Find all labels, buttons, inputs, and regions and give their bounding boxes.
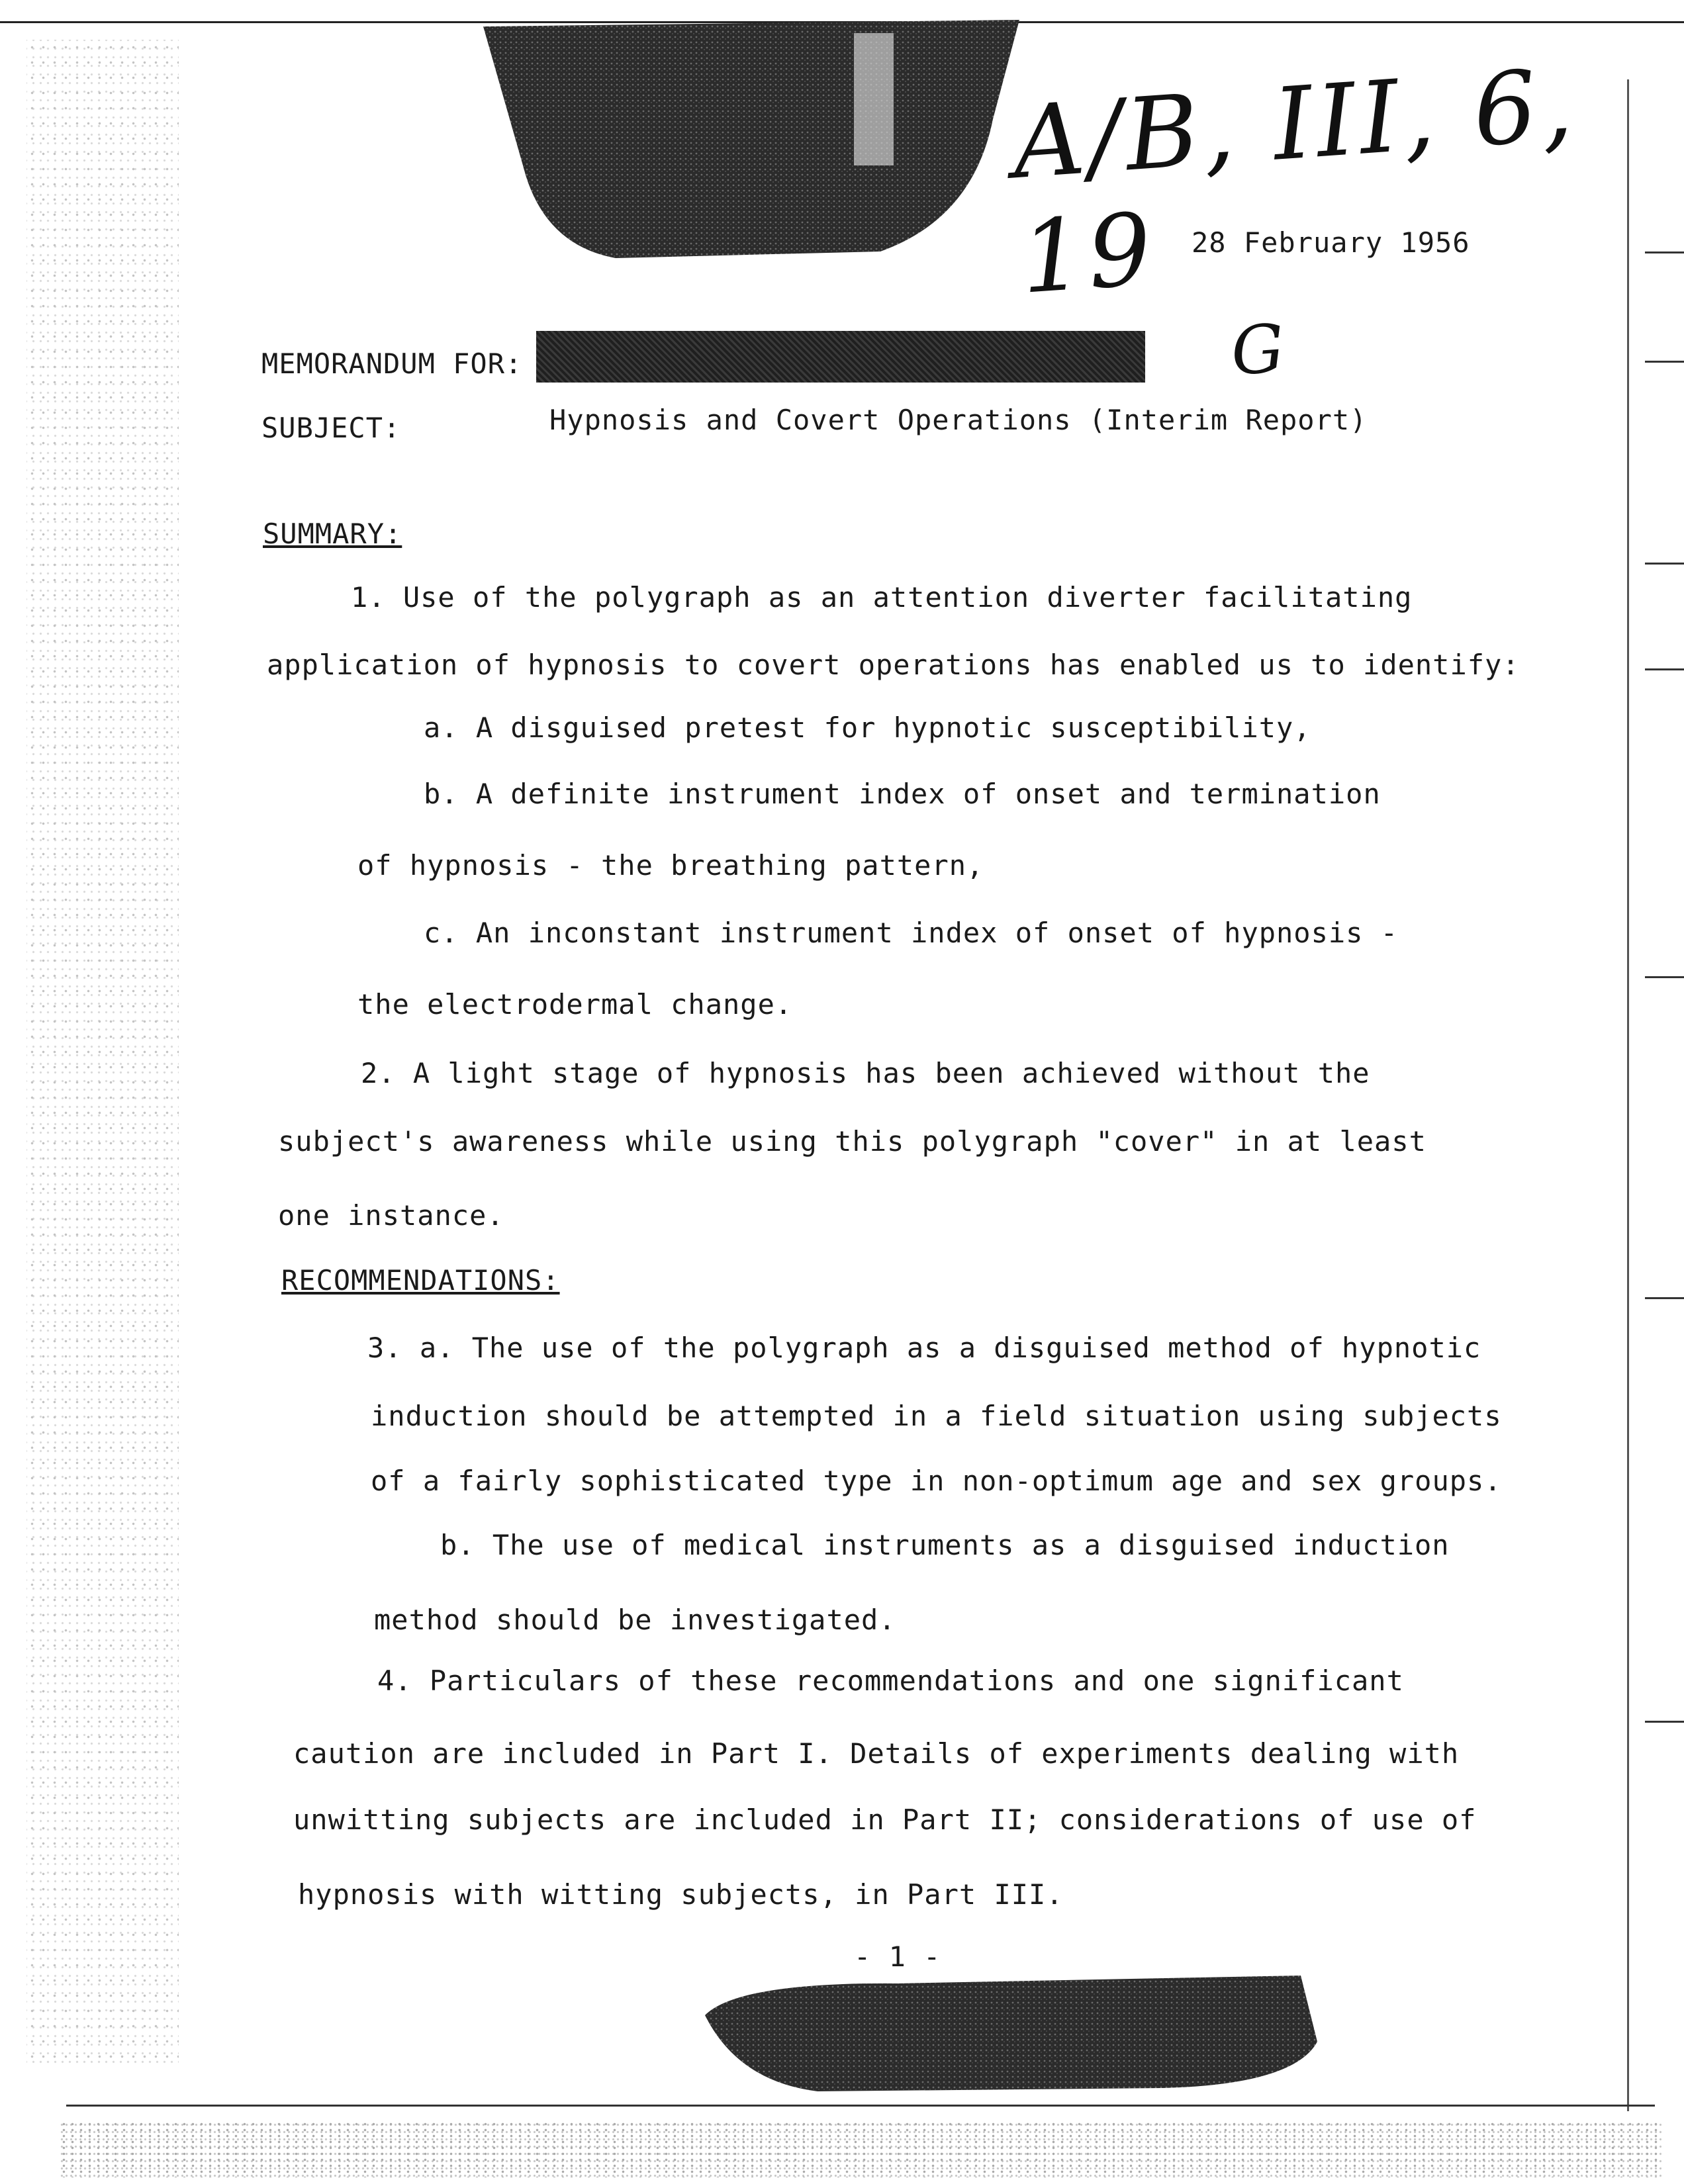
paragraph-line: application of hypnosis to covert operations has enabled us to identify: — [267, 649, 1520, 681]
paragraph-line: hypnosis with witting subjects, in Part III. — [298, 1878, 1064, 1911]
paragraph-line: method should be investigated. — [374, 1604, 896, 1636]
edge-tick — [1645, 1297, 1684, 1299]
subject-label: SUBJECT: — [261, 412, 401, 444]
edge-tick — [1645, 361, 1684, 363]
paragraph-line: 3. a. The use of the polygraph as a disguised method of hypnotic — [367, 1332, 1481, 1364]
paragraph-line: subject's awareness while using this polygraph "cover" in at least — [278, 1125, 1427, 1158]
scan-noise-left — [26, 40, 179, 2065]
handwritten-mark: G — [1229, 309, 1291, 390]
paragraph-line: caution are included in Part I. Details of experiments dealing with — [293, 1737, 1460, 1770]
paragraph-line: a. A disguised pretest for hypnotic susceptibility, — [424, 711, 1311, 744]
paragraph-line: c. An inconstant instrument index of onset of hypnosis - — [424, 917, 1399, 949]
paragraph-line: of a fairly sophisticated type in non-optimum age and sex groups. — [371, 1465, 1502, 1497]
top-redaction-block — [483, 20, 1026, 265]
bottom-edge-line — [66, 2105, 1655, 2107]
paragraph-line: induction should be attempted in a field situation using subjects — [371, 1400, 1502, 1432]
edge-tick — [1645, 1721, 1684, 1723]
paragraph-line: b. The use of medical instruments as a disguised induction — [440, 1529, 1450, 1561]
recommendations-heading: RECOMMENDATIONS: — [281, 1264, 560, 1297]
paragraph-line: one instance. — [278, 1199, 504, 1232]
bottom-redaction-block — [698, 1969, 1321, 2095]
paragraph-line: 2. A light stage of hypnosis has been achieved without the — [361, 1057, 1370, 1089]
paragraph-line: unwitting subjects are included in Part II; considerations of use of — [293, 1803, 1477, 1836]
summary-heading: SUMMARY: — [263, 518, 402, 550]
page-number: - 1 - — [854, 1940, 941, 1973]
edge-tick — [1645, 563, 1684, 565]
paragraph-line: of hypnosis - the breathing pattern, — [357, 849, 984, 882]
memo-for-label: MEMORANDUM FOR: — [261, 347, 523, 380]
right-edge-line — [1627, 79, 1629, 2111]
edge-tick — [1645, 668, 1684, 670]
scan-noise-bottom — [60, 2121, 1661, 2177]
edge-tick — [1645, 976, 1684, 978]
memo-date: 28 February 1956 — [1192, 226, 1470, 259]
paragraph-line: 4. Particulars of these recommendations and one significant — [377, 1664, 1404, 1697]
handwritten-reference: A/B, III, 6, 19 — [1009, 47, 1580, 316]
subject-text: Hypnosis and Covert Operations (Interim Report) — [549, 404, 1368, 436]
paragraph-line: the electrodermal change. — [357, 988, 793, 1021]
paragraph-line: 1. Use of the polygraph as an attention diverter facilitating — [351, 581, 1413, 614]
addressee-redaction — [536, 331, 1145, 383]
paragraph-line: b. A definite instrument index of onset and termination — [424, 778, 1381, 810]
